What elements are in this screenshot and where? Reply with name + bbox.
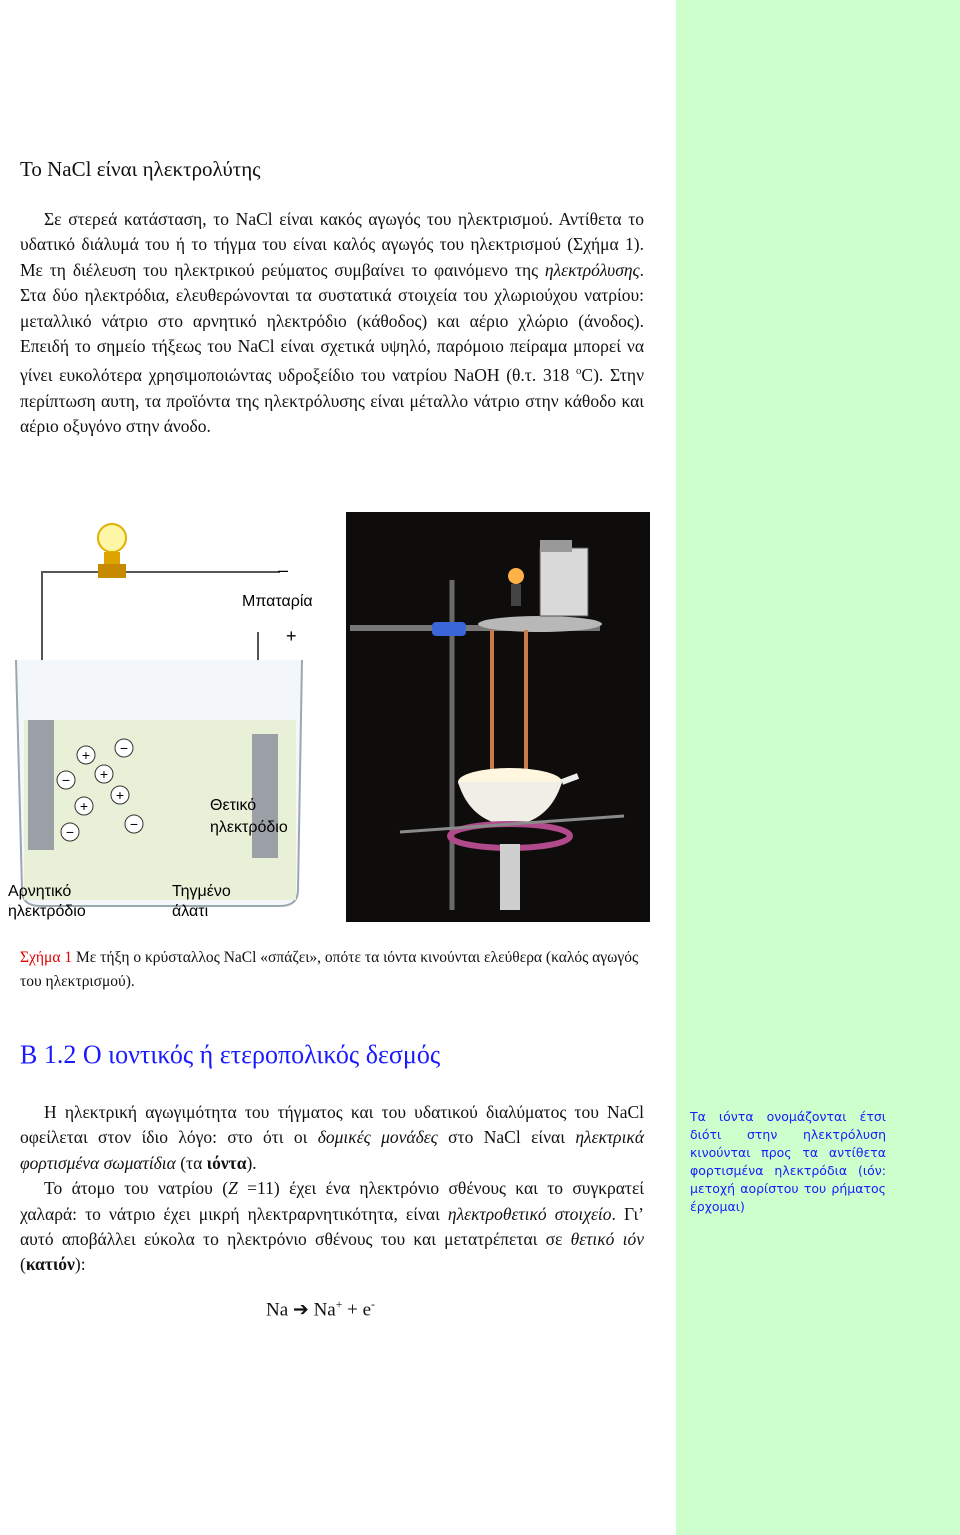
text-run: C). Στην περίπτωση αυτη, τα προϊόντα της ηλεκτρόλυσης είναι μέταλλο νάτριο στην κάθοδο και αέριο οξυγόνο στην άνοδο. xyxy=(20,365,644,437)
positive-electrode xyxy=(252,734,278,858)
text-run: (τα xyxy=(175,1152,207,1173)
positive-electrode-label: ηλεκτρόδιο xyxy=(210,819,288,836)
text-run: Το άτομο του νατρίου ( xyxy=(44,1178,229,1199)
ion-sign: − xyxy=(119,740,129,756)
degree-mark: o xyxy=(575,365,582,378)
paragraph-sodium-atom xyxy=(20,1176,644,1278)
ion-sign: − xyxy=(61,772,71,788)
negative-electrode xyxy=(28,720,54,850)
bulb-base xyxy=(104,552,120,564)
ionization-equation xyxy=(266,1298,375,1321)
ion-sign: + xyxy=(115,787,125,803)
molten-salt-label: άλατι xyxy=(172,903,209,920)
term-electrolysis: ηλεκτρόλυσης xyxy=(544,259,640,280)
paragraph-conductivity xyxy=(20,1100,644,1176)
ion-sign: + xyxy=(99,766,109,782)
side-note-ions: Τα ιόντα ονομάζονται έτσι διότι στην ηλεκτρόλυση κινούνται προς τα αντίθετα φορτισμένα ηλεκτρόδια (ιόν: μετοχή αορίστου του ρήματος έρχομαι) xyxy=(690,1109,886,1214)
term-electropositive: ηλεκτροθετικό στοιχείο xyxy=(447,1203,612,1224)
battery-terminal xyxy=(540,540,572,552)
eq-product: Na xyxy=(308,1299,336,1321)
text-run: . Γι’ αυτό αποβάλλει εύκολα το ηλεκτρόνιο σθένους του και μετατρέπεται σε xyxy=(20,1203,645,1250)
eq-reactant: Na xyxy=(266,1299,293,1321)
term-ions: ιόντα xyxy=(206,1152,247,1173)
section-heading-electrolyte: Το NaCl είναι ηλεκτρολύτης xyxy=(20,157,261,181)
text-run: ). xyxy=(246,1152,257,1173)
lamp-glow xyxy=(508,568,524,584)
caption-text: Με τήξη ο κρύσταλλος NaCl «σπάζει», οπότε τα ιόντα κινούνται ελεύθερα (καλός αγωγός του ηλεκτρισμού). xyxy=(20,949,639,990)
support-plate xyxy=(478,616,602,632)
ion-sign: + xyxy=(81,747,91,763)
burner-tube xyxy=(500,844,520,910)
term-charged-particles: ηλεκτρικά φορτισμένα σωματίδια xyxy=(20,1127,645,1173)
battery-photo xyxy=(540,548,588,616)
blue-clamp xyxy=(432,622,466,636)
molten-salt-label: Τηγμένο xyxy=(172,883,231,900)
battery-label: Μπαταρία xyxy=(242,593,313,610)
ion-sign: + xyxy=(79,798,89,814)
body-text-ionic-bond xyxy=(20,1100,644,1278)
term-structural-units: δομικές μονάδες xyxy=(317,1127,438,1148)
lamp-holder xyxy=(511,584,521,606)
margin-sidebar xyxy=(676,0,960,1535)
paragraph-electrolysis xyxy=(20,207,644,439)
text-run: Σε στερεά κατάσταση, το NaCl είναι κακός αγωγός του ηλεκτρισμού. Αντίθετα το υδατικό διάλυμά του ή το τήγμα του είναι καλός αγωγός του ηλεκτρισμού (Σχήμα 1). Με τη διέλευση του ηλεκτρικού ρεύματος συμβαίνει το φαινόμενο της xyxy=(20,209,644,280)
battery-plus: + xyxy=(286,626,297,646)
text-run: Η ηλεκτρική αγωγιμότητα του τήγματος και του υδατικού διαλύματος του NaCl οφείλεται στον ίδιο λόγο: στο ότι οι xyxy=(20,1102,644,1148)
text-run: =11) έχει ένα ηλεκτρόνιο σθένους και το συγκρατεί χαλαρά: το νάτριο έχει μικρή ηλεκτραρνητικότητα, είναι xyxy=(20,1178,645,1224)
bulb-socket xyxy=(98,564,126,578)
figure-caption xyxy=(20,946,650,994)
photo-background xyxy=(346,512,650,922)
battery-minus: – xyxy=(278,560,289,580)
text-run: ): xyxy=(74,1254,86,1275)
text-run: . Στα δύο ηλεκτρόδια, ελευθερώνονται τα συστατικά στοιχεία του χλωριούχου νατρίου: μεταλλικό νάτριο στο αρνητικό ηλεκτρόδιο (κάθοδος) και αέριο χλώριο (άνοδος). Επειδή το σημείο τήξεως του NaCl είναι σχετικά υψηλό, παρόμοιο πείραμα μπορεί να γίνει ευκολότερα χρησιμοποιώντας υδροξείδιο του νατρίου NaOH (θ.τ. 318 xyxy=(20,259,644,386)
atomic-number-symbol: Z xyxy=(228,1178,238,1199)
text-run: στο NaCl είναι xyxy=(437,1127,576,1148)
positive-electrode-label: Θετικό xyxy=(210,797,257,814)
figure-electrolysis-illustration xyxy=(0,510,650,922)
caption-label: Σχήμα 1 xyxy=(20,949,73,966)
text-run: ( xyxy=(20,1254,26,1275)
negative-electrode-label: Αρνητικό xyxy=(8,883,72,900)
eq-charge: + xyxy=(335,1298,343,1311)
lightbulb-icon xyxy=(98,524,126,552)
section-heading-ionic-bond: Β 1.2 Ο ιοντικός ή ετεροπολικός δεσμός xyxy=(20,1040,441,1069)
arrow-icon: ➔ xyxy=(292,1299,309,1321)
ion-sign: − xyxy=(65,824,75,840)
eq-electron: + e xyxy=(342,1299,372,1321)
negative-electrode-label: ηλεκτρόδιο xyxy=(8,903,86,920)
term-positive-ion: θετικό ιόν xyxy=(570,1229,645,1250)
eq-charge: - xyxy=(371,1298,375,1311)
term-cation: κατιόν xyxy=(25,1254,75,1275)
ion-sign: − xyxy=(129,816,139,832)
